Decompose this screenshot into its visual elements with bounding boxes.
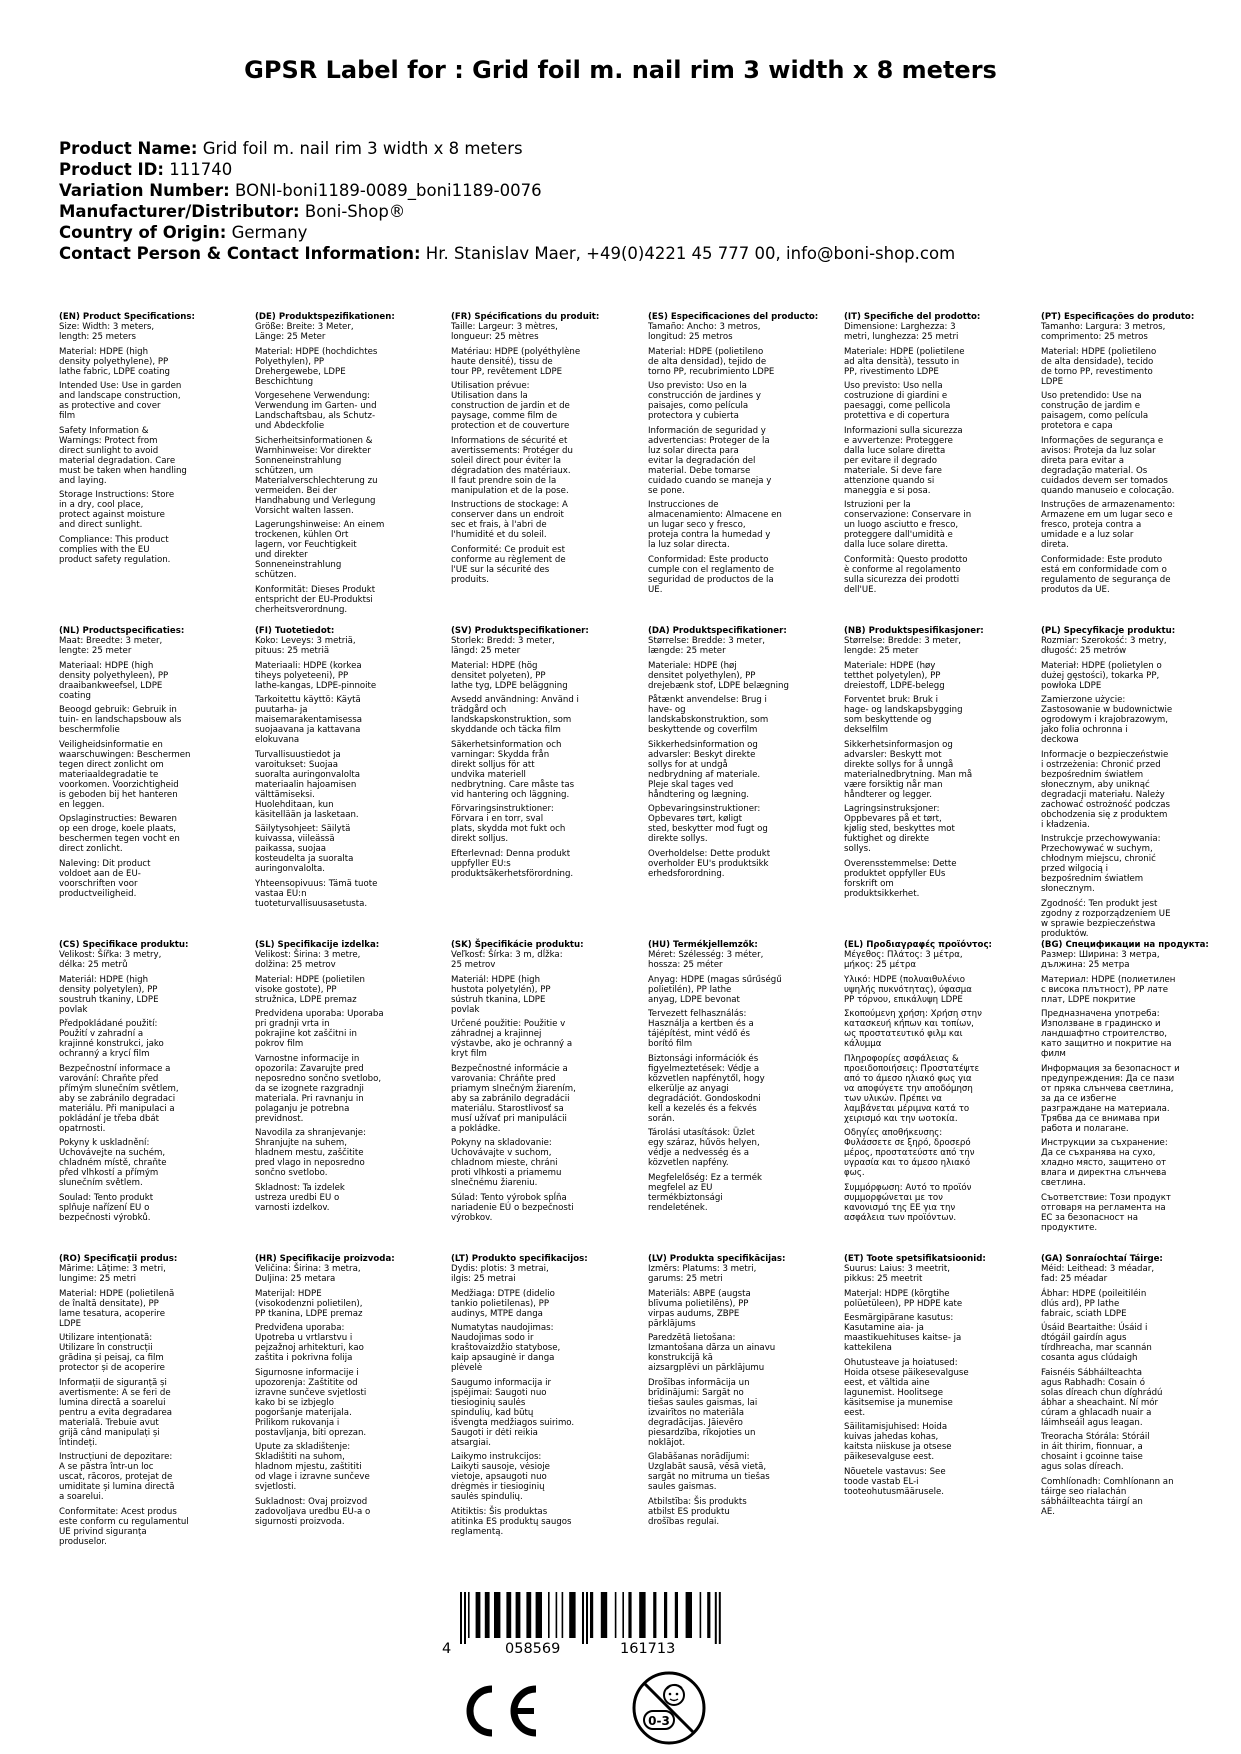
- language-spec-paragraph: Størrelse: Bredde: 3 meter, lengde: 25 meter: [844, 636, 962, 656]
- language-spec-paragraph: Materiale: HDPE (høy tetthet polyetylen), PP dreiestoff, LDPE-belegg: [844, 660, 945, 691]
- language-spec-heading: (SV) Produktspecifikationer:: [451, 626, 589, 636]
- language-spec-paragraph: Säilytysohjeet: Säilytä kuivassa, viileässä paikassa, suojaa kosteudelta ja suoralta auringonvalolta.: [255, 824, 354, 874]
- language-spec-paragraph: Σκοπούμενη χρήση: Χρήση στην κατασκευή κήπων και τοπίων, ως προστατευτικό φιλμ και κάλυμμα: [844, 1009, 982, 1049]
- language-spec-paragraph: Instrucțiuni de depozitare: A se păstra într-un loc uscat, răcoros, protejat de umiditate și lumina directă a soarelui.: [59, 1452, 175, 1502]
- language-spec-paragraph: Dimensione: Larghezza: 3 metri, lunghezza: 25 metri: [844, 322, 959, 342]
- language-spec-paragraph: Medžiaga: DTPE (didelio tankio polietilenas), PP audinys, MTPE danga: [451, 1288, 555, 1319]
- language-spec-paragraph: Materiale: HDPE (polietilene ad alta densità), tessuto in PP, rivestimento LDPE: [844, 346, 965, 377]
- language-spec-paragraph: Opbevaringsinstruktioner: Opbevares tørt, køligt sted, beskytter mod fugt og direkte sollys.: [648, 804, 768, 844]
- language-spec-paragraph: Velikost: Šířka: 3 metry, délka: 25 metrů: [59, 950, 162, 970]
- language-spec-paragraph: Informazioni sulla sicurezza e avvertenze: Proteggere dalla luce solare diretta per evitare il degrado materiale. Si deve fare attenzione quando si maneggia e si posa.: [844, 425, 963, 496]
- language-spec-paragraph: Safety Information & Warnings: Protect from direct sunlight to avoid material degradation. Care must be taken when handling and laying.: [59, 425, 187, 486]
- language-spec-paragraph: Sukladnost: Ovaj proizvod zadovoljava uredbu EU-a o sigurnosti proizvoda.: [255, 1496, 371, 1527]
- product-info-row: [59, 222, 955, 243]
- language-spec-paragraph: Overholdelse: Dette produkt overholder EU's produktsikk erhedsforordning.: [648, 848, 771, 879]
- product-info-row: [59, 159, 955, 180]
- language-spec-paragraph: Předpokládané použití: Použití v zahradní a krajinné konstrukci, jako ochranný a krycí film: [59, 1019, 164, 1059]
- language-spec-paragraph: Instrucciones de almacenamiento: Almacene en un lugar seco y fresco, proteja contra la humedad y la luz solar directa.: [648, 500, 782, 550]
- language-spec-paragraph: Určené použitie: Použitie v záhradnej a krajinnej výstavbe, ako je ochranný a kryt film: [451, 1019, 573, 1059]
- language-spec-paragraph: Soulad: Tento produkt splňuje nařízení EU o bezpečnosti výrobků.: [59, 1192, 154, 1223]
- language-spec-paragraph: Laikymo instrukcijos: Laikyti sausoje, vėsioje vietoje, apsaugoti nuo drėgmės ir tiesioginių saulės spindulių.: [451, 1452, 550, 1502]
- language-spec-paragraph: Beoogd gebruik: Gebruik in tuin- en landschapsbouw als beschermfolie: [59, 705, 182, 735]
- language-spec-paragraph: Lagringsinstruksjoner: Oppbevares på et tørt, kjølig sted, beskyttes mot fuktighet og direkte sollys.: [844, 804, 955, 854]
- language-spec-paragraph: Conformitate: Acest produs este conform cu regulamentul UE privind siguranța produselor.: [59, 1506, 189, 1547]
- language-spec-heading: (DE) Produktspezifikationen:: [255, 312, 395, 322]
- language-spec-paragraph: Material: HDPE (high density polyethylene), PP lathe fabric, LDPE coating: [59, 346, 171, 377]
- language-spec-block: [255, 626, 435, 913]
- language-spec-paragraph: Overensstemmelse: Dette produktet oppfyller EUs forskrift om produktsikkerhet.: [844, 858, 957, 899]
- language-spec-paragraph: Nõuetele vastavus: See toode vastab EL-i tooteohutusmäärusele.: [844, 1466, 946, 1497]
- ean-barcode: [440, 1592, 740, 1662]
- language-spec-block: [451, 1254, 631, 1541]
- language-spec-heading: (HU) Termékjellemzők:: [648, 940, 758, 950]
- product-info-value: Boni-Shop®: [304, 202, 406, 221]
- language-spec-paragraph: Sicherheitsinformationen & Warnhinweise: Vor direkter Sonneneinstrahlung schützen, um Materialverschlechterung zu vermeiden. Bei der Handhabung und Verlegung Vorsicht walten lassen.: [255, 435, 378, 516]
- language-spec-paragraph: Vorgesehene Verwendung: Verwendung im Garten- und Landschaftsbau, als Schutz- und Abdeckfolie: [255, 391, 377, 431]
- product-info-value: BONI-boni1189-0089_boni1189-0076: [235, 181, 542, 200]
- language-spec-paragraph: Úsáid Beartaithe: Úsáid i dtógáil gairdín agus tírdhreacha, mar scannán cosanta agus clúdaigh: [1041, 1323, 1152, 1363]
- language-spec-paragraph: Drošības informācija un brīdinājumi: Sargāt no tiešas saules gaismas, lai izvairītos no materiāla degradācijas. Jāievēro piesardzība, rīkojoties un noklājot.: [648, 1377, 758, 1448]
- language-spec-paragraph: Tamanho: Largura: 3 metros, comprimento: 25 metros: [1041, 322, 1166, 342]
- language-spec-paragraph: Instructions de stockage: A conserver dans un endroit sec et frais, à l'abri de l'humidité et du soleil.: [451, 500, 568, 540]
- language-spec-paragraph: Velikost: Širina: 3 metre, dolžina: 25 metrov: [255, 950, 361, 970]
- language-spec-block: [844, 1254, 1024, 1501]
- language-spec-paragraph: Matériau: HDPE (polyéthylène haute densité), tissu de tour PP, revêtement LDPE: [451, 346, 581, 377]
- language-spec-block: [844, 312, 1024, 599]
- language-spec-paragraph: Informations de sécurité et avertissements: Protéger du soleil direct pour éviter la dégradation des matériaux. Il faut prendre soin de la manipulation et de la pose.: [451, 435, 573, 496]
- product-info-label: Variation Number:: [59, 181, 230, 200]
- language-spec-paragraph: Информация за безопасност и предупреждения: Да се пази от пряка слънчева светлина, за да се избегне разграждане на материала. Трябва да се внимава при работа и полагане.: [1041, 1063, 1180, 1134]
- language-spec-paragraph: Utilizare intenționată: Utilizare în construcții grădina și peisaj, ca film protector și de acoperire: [59, 1333, 165, 1373]
- language-spec-block: [451, 626, 631, 883]
- language-spec-paragraph: Materiál: HDPE (high density polyetylen), PP soustruh tkaniny, LDPE povlak: [59, 974, 159, 1015]
- language-spec-block: [1041, 626, 1221, 943]
- language-spec-heading: (EL) Προδιαγραφές προϊόντος:: [844, 940, 992, 950]
- language-spec-paragraph: Material: HDPE (polietileno de alta densidad), tejido de torno PP, recubrimiento LDPE: [648, 346, 775, 377]
- language-spec-paragraph: Méret: Szélesség: 3 méter, hossza: 25 méter: [648, 950, 764, 970]
- language-spec-paragraph: Conformidade: Este produto está em conformidade com o regulamento de segurança de produtos da UE.: [1041, 554, 1171, 595]
- age-warning-text: 0-3: [648, 1714, 670, 1728]
- language-spec-paragraph: Materjal: HDPE (kõrgtihe polüetüleen), PP HDPE kate: [844, 1288, 963, 1309]
- language-spec-paragraph: Οδηγίες αποθήκευσης: Φυλάσσετε σε ξηρό, δροσερό μέρος, προστατεύστε από την υγρασία και το άμεσο ηλιακό φως.: [844, 1128, 975, 1178]
- language-spec-paragraph: Størrelse: Bredde: 3 meter, længde: 25 meter: [648, 636, 766, 656]
- language-spec-paragraph: Utilisation prévue: Utilisation dans la construction de jardin et de paysage, comme film de protection et de couverture: [451, 381, 570, 431]
- language-spec-heading: (ES) Especificaciones del producto:: [648, 312, 819, 322]
- language-spec-paragraph: Uso pretendido: Use na construção de jardim e paisagem, como película protetora e capa: [1041, 391, 1149, 431]
- language-spec-paragraph: Taille: Largeur: 3 mètres, longueur: 25 mètres: [451, 322, 558, 342]
- language-spec-paragraph: Conformidad: Este producto cumple con el reglamento de seguridad de productos de la UE.: [648, 554, 774, 595]
- ce-mark-icon: [454, 1683, 540, 1744]
- language-spec-block: [1041, 940, 1221, 1237]
- language-spec-paragraph: Koko: Leveys: 3 metriä, pituus: 25 metriä: [255, 636, 356, 656]
- language-spec-heading: (DA) Produktspecifikationer:: [648, 626, 787, 636]
- language-spec-paragraph: Zgodność: Ten produkt jest zgodny z rozporządzeniem UE w sprawie bezpieczeństwa produktów.: [1041, 898, 1171, 939]
- language-spec-paragraph: Uso previsto: Uso en la construcción de jardines y paisajes, como película protectora y cubierta: [648, 381, 761, 421]
- language-spec-paragraph: Υλικό: HDPE (πολυαιθυλένιο υψηλής πυκνότητας), ύφασμα PP τόρνου, επικάλυψη LDPE: [844, 974, 972, 1005]
- language-spec-paragraph: Anyag: HDPE (magas sűrűségű polietilén), PP lathe anyag, LDPE bevonat: [648, 974, 782, 1005]
- language-spec-paragraph: Istruzioni per la conservazione: Conservare in un luogo asciutto e fresco, proteggere dall'umidità e dalla luce solare diretta.: [844, 500, 972, 550]
- language-spec-paragraph: Съответствие: Този продукт отговаря на регламента на ЕС за безопасност на продуктите.: [1041, 1192, 1171, 1233]
- language-spec-heading: (EN) Product Specifications:: [59, 312, 195, 322]
- language-spec-paragraph: Material: HDPE (hög densitet polyeten), PP lathe tyg, LDPE beläggning: [451, 660, 568, 691]
- language-spec-paragraph: Suurus: Laius: 3 meetrit, pikkus: 25 meetrit: [844, 1264, 950, 1284]
- language-spec-paragraph: Tarkoitettu käyttö: Käytä puutarha- ja maisemarakentamisessa suojaavana ja kattavana elokuvana: [255, 695, 363, 745]
- language-spec-paragraph: Instruções de armazenamento: Armazene em um lugar seco e fresco, proteja contra a umidade e a luz solar direta.: [1041, 500, 1176, 550]
- language-spec-paragraph: Atbilstība: Šis produkts atbilst ES produktu drošības regulai.: [648, 1496, 747, 1527]
- language-spec-block: [255, 1254, 435, 1531]
- language-spec-heading: (PL) Specyfikacje produktu:: [1041, 626, 1176, 636]
- language-spec-paragraph: Size: Width: 3 meters, length: 25 meters: [59, 322, 155, 342]
- language-spec-heading: (FI) Tuotetiedot:: [255, 626, 335, 636]
- language-spec-paragraph: Предназначена употреба: Използване в градинско и ландшафтно строителство, като защитно и покритие на филм: [1041, 1009, 1172, 1059]
- language-spec-paragraph: Größe: Breite: 3 Meter, Länge: 25 Meter: [255, 322, 354, 342]
- language-spec-paragraph: Yhteensopivuus: Tämä tuote vastaa EU:n tuoteturvallisuusasetusta.: [255, 878, 378, 909]
- language-spec-heading: (HR) Specifikacije proizvoda:: [255, 1254, 395, 1264]
- language-spec-paragraph: Ábhar: HDPE (poileitiléin dlús ard), PP lathe fabraic, sciath LDPE: [1041, 1288, 1147, 1319]
- language-spec-paragraph: Sikkerhetsinformasjon og advarsler: Beskytt mot direkte sollys for å unngå materialnedbrytning. Man må være forsiktig når man håndterer og legger.: [844, 739, 973, 800]
- language-spec-paragraph: Säkerhetsinformation och varningar: Skydda från direkt solljus för att undvika materiell nedbrytning. Care måste tas vid hantering och läggning.: [451, 739, 575, 800]
- language-spec-paragraph: Materiaal: HDPE (high density polyethyleen), PP draaibankweefsel, LDPE coating: [59, 660, 169, 701]
- language-spec-paragraph: Skladnost: Ta izdelek ustreza uredbi EU o varnosti izdelkov.: [255, 1182, 345, 1213]
- language-spec-block: [255, 312, 435, 619]
- language-spec-paragraph: Συμμόρφωση: Αυτό το προϊόν συμμορφώνεται με τον κανονισμό της ΕΕ για την ασφάλεια των προϊόντων.: [844, 1182, 972, 1223]
- language-spec-block: [648, 1254, 828, 1531]
- language-spec-block: [451, 312, 631, 589]
- language-spec-paragraph: Förvaringsinstruktioner: Förvara i en torr, sval plats, skydda mot fukt och direkt solljus.: [451, 804, 566, 844]
- language-spec-block: [255, 940, 435, 1217]
- barcode-digit-group-1: 058569: [505, 1641, 561, 1657]
- language-spec-heading: (BG) Спецификации на продукта:: [1041, 940, 1209, 950]
- language-spec-heading: (IT) Specifiche del prodotto:: [844, 312, 981, 322]
- language-spec-paragraph: Predviđena uporaba: Upotreba u vrtlarstvu i pejzažnoj arhitekturi, kao zaštita i pokrivna folija: [255, 1323, 364, 1363]
- language-spec-paragraph: Materiaali: HDPE (korkea tiheys polyeteeni), PP lathe-kangas, LDPE-pinnoite: [255, 660, 377, 691]
- language-spec-paragraph: Zamierzone użycie: Zastosowanie w budownictwie ogrodowym i krajobrazowym, jako folia ochronna i deckowa: [1041, 695, 1173, 745]
- page-title: GPSR Label for : Grid foil m. nail rim 3 width x 8 meters: [244, 56, 997, 84]
- language-spec-paragraph: Conformité: Ce produit est conforme au règlement de l'UE sur la sécurité des produits.: [451, 544, 566, 585]
- language-spec-paragraph: Bezpečnostní informace a varování: Chraňte před přímým slunečním světlem, aby se zabránilo degradaci materiálu. Při manipulaci a pokládání je třeba dbát opatrnosti.: [59, 1063, 179, 1134]
- language-spec-paragraph: Πληροφορίες ασφάλειας & προειδοποιήσεις: Προστατέψτε από το άμεσο ηλιακό φως για να αποφύγετε την αποδόμηση των υλικών. Πρέπει να λαμβάνεται μέριμνα κατά το χειρισμό και την ωοτοκία.: [844, 1053, 980, 1124]
- language-spec-paragraph: Pokyny k uskladnění: Uchovávejte na suchém, chladném místě, chraňte před vlhkostí a přímým slunečním světlem.: [59, 1138, 167, 1188]
- language-spec-paragraph: Veličina: Širina: 3 metra, Duljina: 25 metara: [255, 1264, 361, 1284]
- language-spec-block: [451, 940, 631, 1227]
- language-spec-paragraph: Glabāšanas norādījumi: Uzglabāt sausā, vēsā vietā, sargāt no mitruma un tiešas saules gaismas.: [648, 1452, 770, 1492]
- language-spec-block: [59, 1254, 239, 1551]
- language-spec-paragraph: Numatytas naudojimas: Naudojimas sodo ir kraštovaizdžio statybose, kaip apsauginė ir danga plėvelė: [451, 1323, 561, 1373]
- language-spec-paragraph: Comhlíonadh: Comhlíonann an táirge seo rialachán sábháilteachta táirgí an AE.: [1041, 1476, 1174, 1517]
- language-spec-paragraph: Treoracha Stórála: Stóráil in áit thirim, fionnuar, a chosaint i gcoinne taise agus solas díreach.: [1041, 1432, 1150, 1472]
- language-spec-paragraph: Upute za skladištenje: Skladištiti na suhom, hladnom mjestu, zaštititi od vlage i izravne sunčeve svjetlosti.: [255, 1442, 370, 1492]
- language-spec-block: [844, 940, 1024, 1227]
- language-spec-paragraph: Инструкции за съхранение: Да се съхранява на сухо, хладно място, защитено от влага и директна слънчева светлина.: [1041, 1138, 1168, 1188]
- language-spec-paragraph: Eesmärgipärane kasutus: Kasutamine aia- ja maastikuehituses kaitse- ja kattekilena: [844, 1313, 962, 1353]
- language-spec-paragraph: Instrukcje przechowywania: Przechowywać w suchym, chłodnym miejscu, chronić przed wilgocią i bezpośrednim światłem słonecznym.: [1041, 834, 1161, 894]
- language-spec-block: [648, 940, 828, 1217]
- language-spec-heading: (NL) Productspecificaties:: [59, 626, 185, 636]
- language-spec-block: [648, 312, 828, 599]
- language-spec-paragraph: Conformità: Questo prodotto è conforme al regolamento sulla sicurezza dei prodotti dell'UE.: [844, 554, 968, 595]
- language-spec-paragraph: Informacje o bezpieczeństwie i ostrzeżenia: Chronić przed bezpośrednim światłem słonecznym, aby uniknąć degradacji materiału. Należy zachować ostrożność podczas obchodzenia się z produktem i kładzenia.: [1041, 749, 1170, 830]
- language-spec-block: [1041, 312, 1221, 599]
- language-spec-paragraph: Efterlevnad: Denna produkt uppfyller EU:s produktsäkerhetsförordning.: [451, 848, 574, 879]
- language-spec-paragraph: Intended Use: Use in garden and landscape construction, as protective and cover film: [59, 381, 182, 421]
- language-spec-paragraph: Sigurnosne informacije i upozorenja: Zaštitite od izravne sunčeve svjetlosti kako bi se izbjeglo pogoršanje materijala. Prilikom rukovanja i postavljanja, biti oprezan.: [255, 1367, 367, 1438]
- language-spec-paragraph: Material: HDPE (polietilenă de înaltă densitate), PP lame tesatura, acoperire LDPE: [59, 1288, 175, 1329]
- language-spec-paragraph: Informații de siguranță și avertismente: A se feri de lumina directă a soarelui pentru a evita degradarea materială. Trebuie avut grijă când manipulați și întindeți.: [59, 1377, 173, 1448]
- language-spec-block: [59, 940, 239, 1227]
- language-spec-heading: (LT) Produkto specifikacijos:: [451, 1254, 588, 1264]
- barcode-digit-group-2: 161713: [620, 1641, 676, 1657]
- language-spec-heading: (LV) Produkta specifikācijas:: [648, 1254, 786, 1264]
- language-spec-heading: (FR) Spécifications du produit:: [451, 312, 600, 322]
- language-spec-paragraph: Opslaginstructies: Bewaren op een droge, koele plaats, beschermen tegen vocht en direct zonlicht.: [59, 814, 180, 854]
- language-spec-paragraph: Materiał: HDPE (polietylen o dużej gęstości), tokarka PP, powłoka LDPE: [1041, 660, 1162, 691]
- language-spec-heading: (NB) Produktspesifikasjoner:: [844, 626, 984, 636]
- language-spec-paragraph: Tárolási utasítások: Üzlet egy száraz, hűvös helyen, védje a nedvesség és a közvetlen napfény.: [648, 1128, 760, 1168]
- language-spec-block: [59, 626, 239, 903]
- language-spec-paragraph: Konformität: Dieses Produkt entspricht der EU-Produktsi cherheitsverordnung.: [255, 584, 376, 615]
- language-spec-paragraph: Información de seguridad y advertencias: Proteger de la luz solar directa para evitar la degradación del material. Debe tomarse cuidado cuando se maneja y se pone.: [648, 425, 772, 496]
- language-spec-paragraph: Tervezett felhasználás: Használja a kertben és a tájépítést, mint védő és borító film: [648, 1009, 754, 1049]
- language-spec-paragraph: Uso previsto: Uso nella costruzione di giardini e paesaggi, come pellicola protettiva e di copertura: [844, 381, 951, 421]
- language-spec-paragraph: Storlek: Bredd: 3 meter, längd: 25 meter: [451, 636, 555, 656]
- product-info-value: Hr. Stanislav Maer, +49(0)4221 45 777 00, info@boni-shop.com: [425, 244, 956, 263]
- language-spec-paragraph: Maat: Breedte: 3 meter, lengte: 25 meter: [59, 636, 163, 656]
- language-spec-paragraph: Méid: Leithead: 3 méadar, fad: 25 méadar: [1041, 1264, 1155, 1284]
- language-spec-paragraph: Veľkosť: Šírka: 3 m, dĺžka: 25 metrov: [451, 950, 563, 970]
- language-spec-paragraph: Lagerungshinweise: An einem trockenen, kühlen Ort lagern, vor Feuchtigkeit und direkter Sonneneinstrahlung schützen.: [255, 520, 385, 580]
- language-spec-paragraph: Navodila za shranjevanje: Shranjujte na suhem, hladnem mestu, zaščitite pred vlago in neposredno sončno svetlobo.: [255, 1128, 366, 1178]
- language-spec-heading: (ET) Toote spetsifikatsioonid:: [844, 1254, 986, 1264]
- not-for-children-0-3-icon: [630, 1669, 708, 1752]
- language-spec-block: [1041, 1254, 1221, 1521]
- product-info-label: Contact Person & Contact Information:: [59, 244, 421, 263]
- language-spec-paragraph: Saugumo informacija ir įspėjimai: Saugoti nuo tiesioginių saulės spindulių, kad būtų išvengta medžiagos suirimo. Saugoti ir dėti reikia atsargiai.: [451, 1377, 575, 1448]
- product-info-row: [59, 243, 955, 264]
- language-spec-paragraph: Mărime: Lățime: 3 metri, lungime: 25 metri: [59, 1264, 166, 1284]
- language-spec-paragraph: Materijal: HDPE (visokodenzni polietilen), PP tkanina, LDPE premaz: [255, 1288, 363, 1319]
- product-info-row: [59, 201, 955, 222]
- language-spec-paragraph: Material: HDPE (polietileno de alta densidade), tecido de torno PP, revestimento LDPE: [1041, 346, 1157, 387]
- language-spec-block: [844, 626, 1024, 903]
- language-spec-block: [59, 312, 239, 569]
- product-info-label: Manufacturer/Distributor:: [59, 202, 300, 221]
- language-spec-paragraph: Avsedd användning: Använd i trädgård och landskapskonstruktion, som skyddande och täcka film: [451, 695, 579, 735]
- language-spec-paragraph: Размер: Ширина: 3 метра, дължина: 25 метра: [1041, 950, 1160, 970]
- language-spec-paragraph: Varnostne informacije in opozorila: Zavarujte pred neposredno sončno svetlobo, da se izognete razgradnji materiala. Pri ravnanju in polaganju je potrebna previdnost.: [255, 1053, 382, 1124]
- language-spec-paragraph: Turvallisuustiedot ja varoitukset: Suojaa suoralta auringonvalolta materiaalin hajoamisen välttämiseksi. Huolehditaan, kun käsitellään ja lasketaan.: [255, 749, 360, 820]
- language-spec-paragraph: Biztonsági információk és figyelmeztetések: Védje a közvetlen napfénytől, hogy elkerülje az anyagi degradációt. Gondoskodni kell a kezelés és a fekvés során.: [648, 1053, 765, 1124]
- product-info-row: [59, 180, 955, 201]
- language-spec-heading: (SK) Špecifikácie produktu:: [451, 940, 584, 950]
- language-spec-paragraph: Informações de segurança e avisos: Proteja da luz solar direta para evitar a degradação material. Os cuidados devem ser tomados quando manuseio e colocação.: [1041, 435, 1175, 496]
- language-spec-paragraph: Súlad: Tento výrobok spĺňa nariadenie EÚ o bezpečnosti výrobkov.: [451, 1192, 574, 1223]
- language-spec-paragraph: Materiale: HDPE (høj densitet polyethylen), PP drejebænk stof, LDPE belægning: [648, 660, 789, 691]
- barcode-bars: [440, 1592, 740, 1644]
- language-spec-block: [648, 626, 828, 883]
- language-spec-paragraph: Material: HDPE (polietilen visoke gostote), PP stružnica, LDPE premaz: [255, 974, 365, 1005]
- language-spec-paragraph: Izmērs: Platums: 3 metri, garums: 25 metri: [648, 1264, 757, 1284]
- product-info-row: [59, 138, 955, 159]
- language-spec-paragraph: Atitiktis: Šis produktas atitinka ES produktų saugos reglamentą.: [451, 1506, 572, 1537]
- language-spec-paragraph: Predvidena uporaba: Uporaba pri gradnji vrta in pokrajine kot zaščitni in pokrov film: [255, 1009, 384, 1049]
- language-spec-paragraph: Rozmiar: Szerokość: 3 metry, długość: 25 metrów: [1041, 636, 1167, 656]
- language-spec-paragraph: Материал: HDPE (полиетилен с висока плътност), PP лате плат, LDPE покритие: [1041, 974, 1176, 1005]
- language-spec-heading: (PT) Especificações do produto:: [1041, 312, 1195, 322]
- language-spec-paragraph: Dydis: plotis: 3 metrai, ilgis: 25 metrai: [451, 1264, 549, 1284]
- product-info-label: Country of Origin:: [59, 223, 227, 242]
- product-info-value: Grid foil m. nail rim 3 width x 8 meters: [202, 139, 523, 158]
- language-spec-paragraph: Materiāls: ABPE (augsta blīvuma polietilēns), PP virpas audums, ZBPE pārklājums: [648, 1288, 751, 1329]
- product-info-value: 111740: [169, 160, 233, 179]
- product-info-value: Germany: [231, 223, 308, 242]
- language-spec-paragraph: Megfelelőség: Ez a termék megfelel az EU termékbiztonsági rendeletének.: [648, 1172, 762, 1213]
- language-spec-paragraph: Sikkerhedsinformation og advarsler: Beskyt direkte sollys for at undgå nedbrydning af materiale. Pleje skal tages ved håndtering og lægning.: [648, 739, 761, 800]
- language-spec-paragraph: Påtænkt anvendelse: Brug i have- og landskabskonstruktion, som beskyttende og coverfilm: [648, 695, 769, 735]
- language-spec-paragraph: Pokyny na skladovanie: Uchovávajte v suchom, chladnom mieste, chráni proti vlhkosti a priamemu slnečnému žiareniu.: [451, 1138, 562, 1188]
- language-spec-paragraph: Μέγεθος: Πλάτος: 3 μέτρα, μήκος: 25 μέτρα: [844, 950, 963, 970]
- language-spec-paragraph: Faisnéis Sábháilteachta agus Rabhadh: Cosain ó solas díreach chun díghrádú ábhar a sheachaint. Ní mór cúram a ghlacadh nuair a láimhseáil agus leagan.: [1041, 1367, 1163, 1428]
- language-spec-paragraph: Storage Instructions: Store in a dry, cool place, protect against moisture and direct sunlight.: [59, 490, 175, 530]
- language-spec-paragraph: Tamaño: Ancho: 3 metros, longitud: 25 metros: [648, 322, 761, 342]
- language-spec-paragraph: Bezpečnostné informácie a varovania: Chráňte pred priamym slnečným žiarením, aby sa zabránilo degradácii materiálu. Starostlivosť sa musí užívať pri manipulácii a pokládke.: [451, 1063, 576, 1134]
- product-info-block: [59, 138, 955, 264]
- language-spec-paragraph: Compliance: This product complies with the EU product safety regulation.: [59, 534, 171, 565]
- language-spec-paragraph: Materiál: HDPE (high hustota polyetylén), PP sústruh tkanina, LDPE povlak: [451, 974, 551, 1015]
- language-spec-paragraph: Säilitamisjuhised: Hoida kuivas jahedas kohas, kaitsta niiskuse ja otsese päikesevalguse eest.: [844, 1422, 952, 1462]
- product-info-label: Product ID:: [59, 160, 164, 179]
- language-spec-paragraph: Naleving: Dit product voldoet aan de EU- voorschriften voor productveiligheid.: [59, 858, 151, 899]
- language-spec-paragraph: Ohutusteave ja hoiatused: Hoida otsese päikesevalguse eest, et vältida aine lagunemist. Hoolitsege käsitsemise ja munemise eest.: [844, 1357, 969, 1418]
- language-spec-heading: (RO) Specificații produs:: [59, 1254, 178, 1264]
- language-spec-heading: (CS) Specifikace produktu:: [59, 940, 189, 950]
- language-spec-heading: (SL) Specifikacije izdelka:: [255, 940, 380, 950]
- barcode-digit-prefix: 4: [442, 1641, 452, 1657]
- language-spec-paragraph: Paredzētā lietošana: Izmantošana dārza un ainavu konstrukcijā kā aizsargplēvi un pārklājumu: [648, 1333, 776, 1373]
- language-spec-heading: (GA) Sonraíochtaí Táirge:: [1041, 1254, 1163, 1264]
- language-spec-paragraph: Veiligheidsinformatie en waarschuwingen: Beschermen tegen direct zonlicht om materiaaldegradatie te voorkomen. Voorzichtigheid is geboden bij het hanteren en leggen.: [59, 739, 191, 810]
- language-spec-paragraph: Forventet bruk: Bruk i hage- og landskapsbygging som beskyttende og dekselfilm: [844, 695, 963, 735]
- product-info-label: Product Name:: [59, 139, 198, 158]
- language-spec-paragraph: Material: HDPE (hochdichtes Polyethylen), PP Drehergewebe, LDPE Beschichtung: [255, 346, 378, 387]
